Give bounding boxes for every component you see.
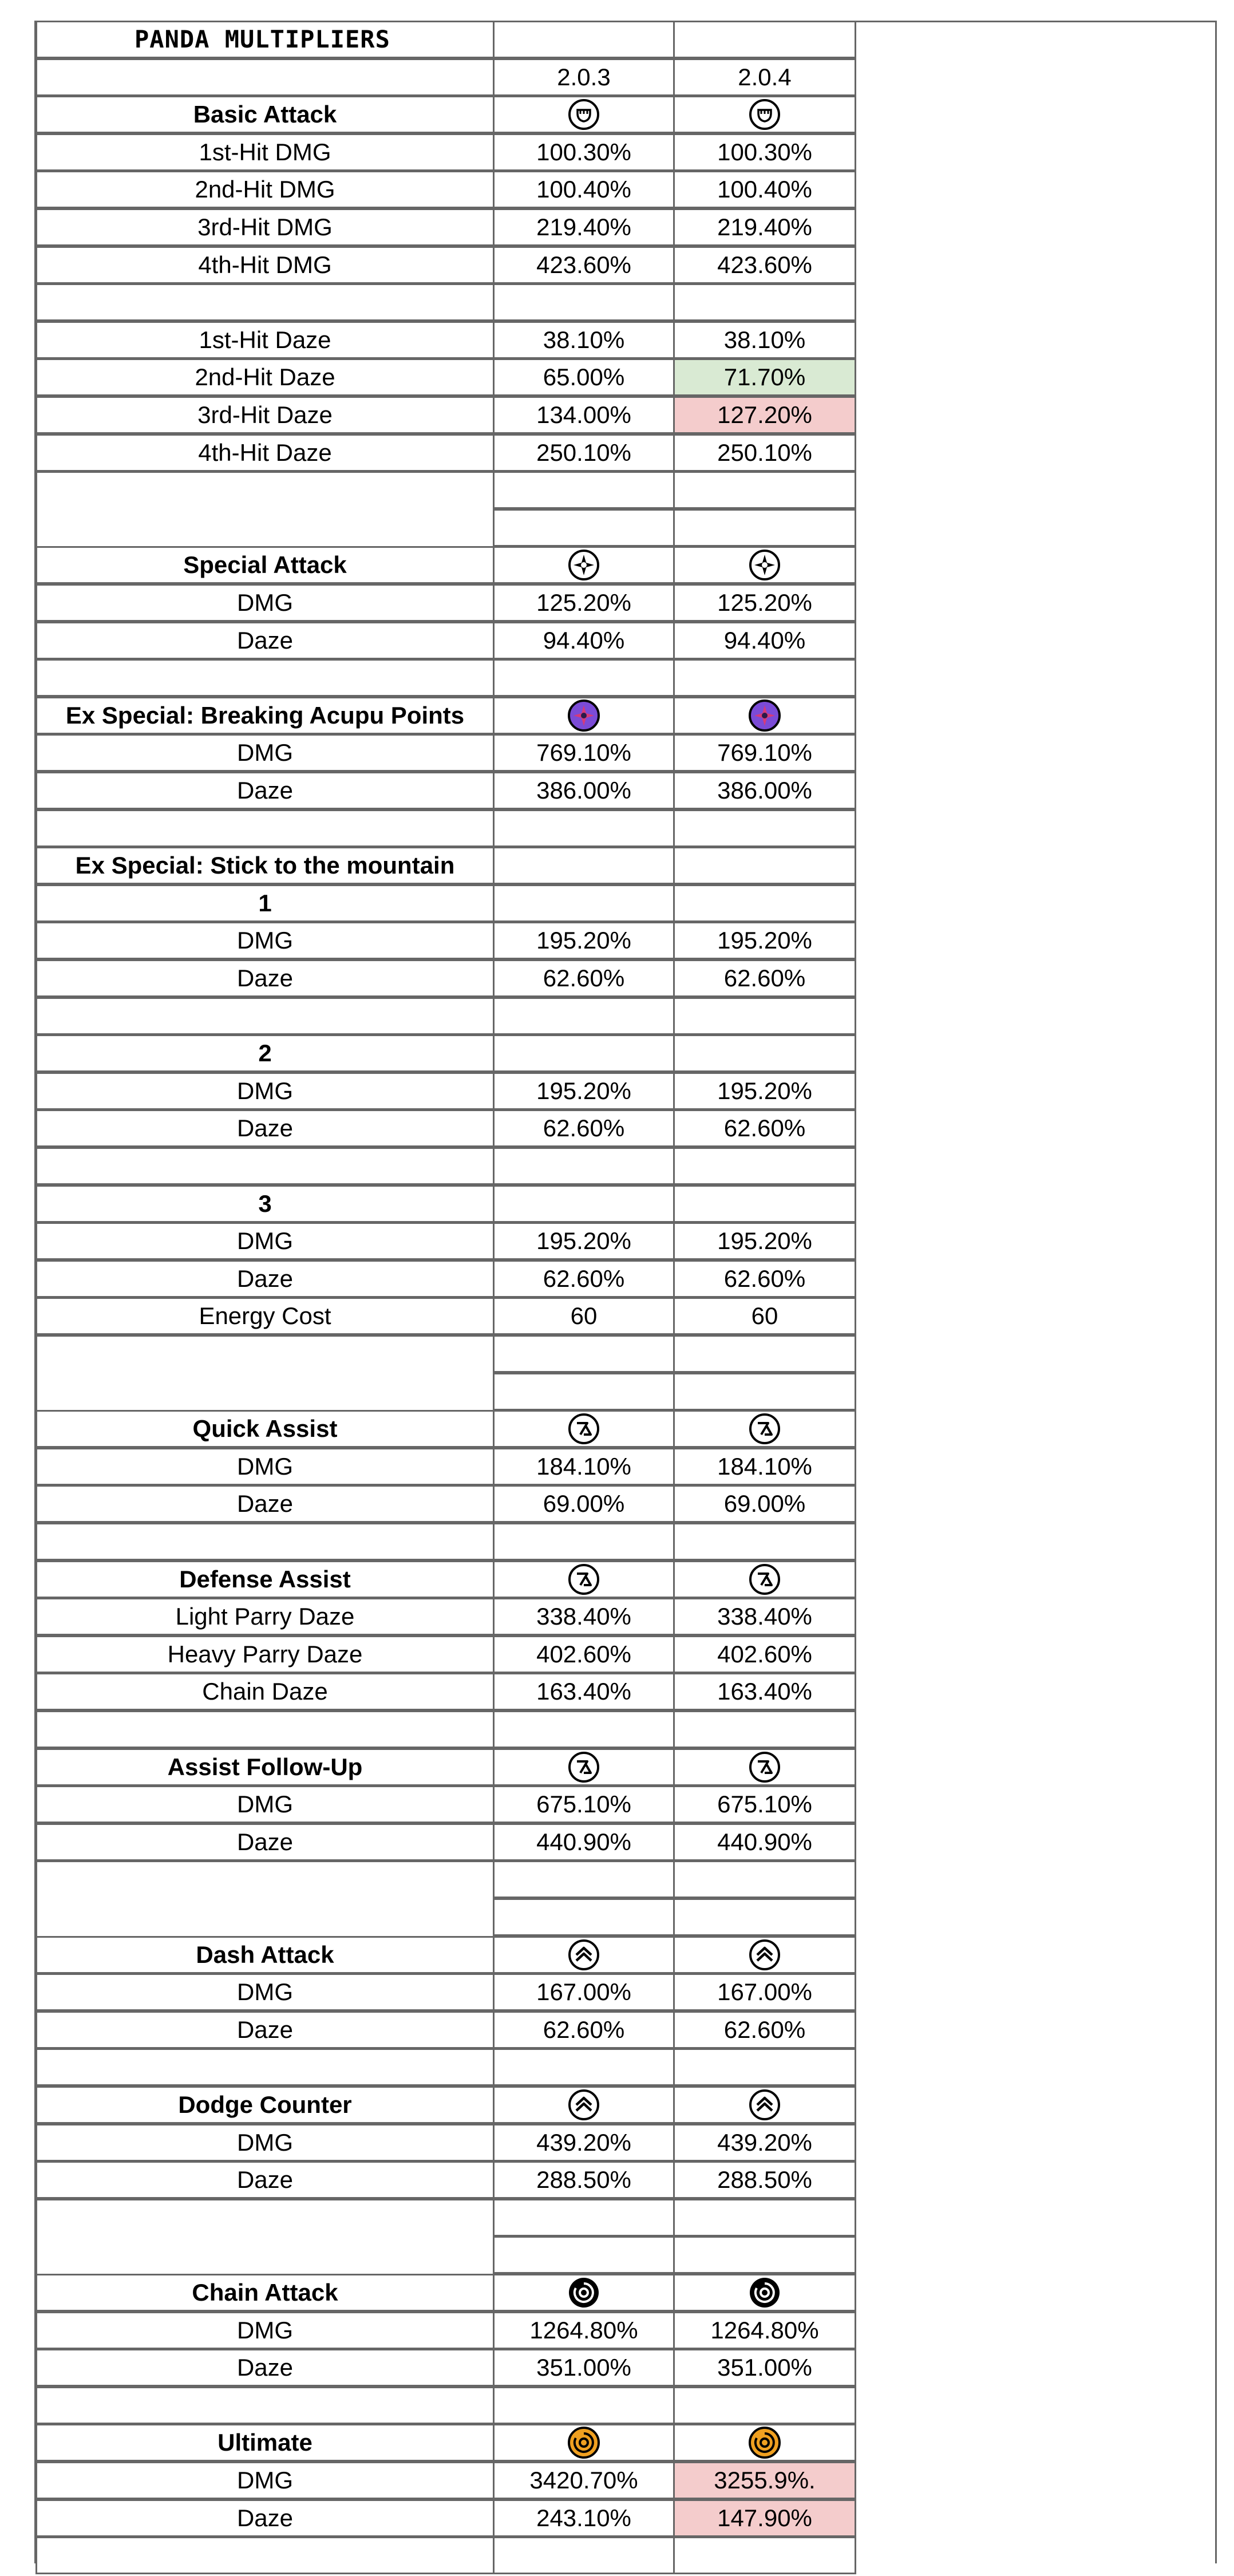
stat-label[interactable] <box>35 997 495 1035</box>
table-row <box>35 1224 856 1262</box>
section-header-row <box>35 2275 856 2313</box>
stat-label[interactable] <box>35 2387 495 2424</box>
special-attack-icon <box>567 548 601 582</box>
value-2-0-3[interactable]: 3420.70% <box>493 2462 675 2499</box>
skill-icon-cell[interactable] <box>493 2274 675 2312</box>
stat-label[interactable]: Daze <box>35 1823 495 1861</box>
stat-label[interactable]: 1st-Hit DMG <box>35 133 495 171</box>
section-label[interactable]: 1 <box>35 884 495 922</box>
empty-cell[interactable] <box>493 1373 675 1411</box>
value-2-0-3[interactable] <box>493 1034 675 1072</box>
skill-icon-cell[interactable] <box>673 1748 856 1786</box>
empty-cell[interactable] <box>673 1860 856 1898</box>
special-attack-icon <box>747 548 782 582</box>
stat-label[interactable] <box>35 2048 495 2086</box>
value-2-0-3[interactable]: 288.50% <box>493 2161 675 2199</box>
value-2-0-3[interactable] <box>493 2048 675 2086</box>
value-2-0-4[interactable] <box>673 884 856 922</box>
section-label[interactable]: Special Attack <box>35 546 495 584</box>
value-2-0-3[interactable]: 125.20% <box>493 584 675 622</box>
assist-icon <box>747 1412 782 1446</box>
section-header-row <box>35 97 856 135</box>
value-2-0-3[interactable]: 439.20% <box>493 2124 675 2162</box>
value-2-0-4[interactable] <box>673 21 856 58</box>
sheet-title[interactable]: PANDA MULTIPLIERS <box>35 21 495 58</box>
value-2-0-4[interactable]: 62.60% <box>673 2011 856 2049</box>
value-2-0-3[interactable]: 1264.80% <box>493 2312 675 2349</box>
value-2-0-3[interactable]: 769.10% <box>493 734 675 772</box>
empty-cell[interactable] <box>673 1335 856 1373</box>
value-2-0-3[interactable] <box>493 1710 675 1748</box>
section-label[interactable]: Ultimate <box>35 2424 495 2462</box>
value-2-0-4[interactable]: 219.40% <box>673 208 856 246</box>
empty-cell[interactable] <box>35 2199 495 2275</box>
value-2-0-4[interactable] <box>673 1185 856 1223</box>
value-2-0-4[interactable] <box>673 1523 856 1560</box>
stat-label[interactable]: DMG <box>35 922 495 959</box>
value-2-0-3[interactable]: 94.40% <box>493 622 675 659</box>
table-row <box>35 2013 856 2050</box>
value-2-0-3[interactable]: 402.60% <box>493 1635 675 1673</box>
value-2-0-4[interactable]: 60 <box>673 1297 856 1335</box>
assist-icon <box>567 1750 601 1784</box>
value-2-0-4[interactable]: 167.00% <box>673 1973 856 2011</box>
skill-icon-cell[interactable] <box>493 697 675 734</box>
section-label[interactable]: 2 <box>35 1034 495 1072</box>
skill-icon-cell[interactable] <box>673 96 856 133</box>
value-2-0-3[interactable]: 219.40% <box>493 208 675 246</box>
table-row <box>35 1074 856 1112</box>
empty-cell[interactable] <box>673 1898 856 1936</box>
spacer-row <box>35 1337 856 1374</box>
skill-icon-cell[interactable] <box>493 1936 675 1974</box>
table-row <box>35 923 856 961</box>
value-2-0-3[interactable]: 423.60% <box>493 246 675 284</box>
stat-label[interactable]: Light Parry Daze <box>35 1598 495 1635</box>
chain-attack-icon <box>567 2275 601 2310</box>
stat-label[interactable]: 4th-Hit DMG <box>35 246 495 284</box>
value-2-0-3[interactable]: 184.10% <box>493 1448 675 1485</box>
value-2-0-4[interactable]: 125.20% <box>673 584 856 622</box>
empty-cell[interactable] <box>493 1335 675 1373</box>
value-2-0-3[interactable] <box>493 2387 675 2424</box>
table-row <box>35 1637 856 1675</box>
value-2-0-3[interactable]: 163.40% <box>493 1673 675 1710</box>
value-2-0-3[interactable]: 338.40% <box>493 1598 675 1635</box>
stat-label[interactable]: 3rd-Hit Daze <box>35 396 495 434</box>
stat-label[interactable]: Daze <box>35 2499 495 2537</box>
stat-label[interactable]: DMG <box>35 1222 495 1260</box>
section-label[interactable]: Basic Attack <box>35 96 495 133</box>
value-2-0-4[interactable] <box>673 2387 856 2424</box>
section-label[interactable]: Dodge Counter <box>35 2086 495 2124</box>
table-row <box>35 586 856 623</box>
table-row <box>35 323 856 361</box>
section-label[interactable]: Assist Follow-Up <box>35 1748 495 1786</box>
value-2-0-4[interactable]: 94.40% <box>673 622 856 659</box>
empty-cell[interactable] <box>35 1335 495 1412</box>
empty-cell[interactable] <box>35 471 495 548</box>
section-header-row <box>35 848 856 886</box>
table-row <box>35 1674 856 1712</box>
stat-label[interactable] <box>35 2537 495 2574</box>
table-row <box>35 1149 856 1187</box>
table-row <box>35 2163 856 2200</box>
stat-label[interactable]: Daze <box>35 772 495 809</box>
table-row <box>35 1975 856 2013</box>
value-2-0-4[interactable] <box>673 659 856 697</box>
version-header[interactable]: 2.0.3 <box>493 58 675 96</box>
value-2-0-4[interactable]: 163.40% <box>673 1673 856 1710</box>
table-row <box>35 22 856 60</box>
value-2-0-4[interactable]: 71.70% <box>673 358 856 396</box>
table-row <box>35 2388 856 2426</box>
value-2-0-4[interactable]: 184.10% <box>673 1448 856 1485</box>
empty-cell[interactable] <box>673 509 856 547</box>
value-2-0-4[interactable]: 100.30% <box>673 133 856 171</box>
value-2-0-3[interactable] <box>493 1147 675 1185</box>
dodge-icon <box>747 1938 782 1972</box>
section-header-row <box>35 1036 856 1074</box>
stat-label[interactable] <box>35 659 495 697</box>
table-row <box>35 1787 856 1825</box>
value-2-0-4[interactable]: 127.20% <box>673 396 856 434</box>
section-label[interactable]: Chain Attack <box>35 2274 495 2312</box>
value-2-0-4[interactable]: 675.10% <box>673 1785 856 1823</box>
value-2-0-3[interactable] <box>493 2537 675 2574</box>
value-2-0-4[interactable] <box>673 1710 856 1748</box>
value-2-0-4[interactable]: 423.60% <box>673 246 856 284</box>
value-2-0-4[interactable]: 769.10% <box>673 734 856 772</box>
section-header-row <box>35 1750 856 1788</box>
value-2-0-4[interactable]: 386.00% <box>673 772 856 809</box>
skill-icon-cell[interactable] <box>493 96 675 133</box>
section-label[interactable]: 3 <box>35 1185 495 1223</box>
value-2-0-3[interactable] <box>493 809 675 847</box>
table-row <box>35 135 856 173</box>
stat-label[interactable]: 4th-Hit Daze <box>35 434 495 472</box>
value-2-0-3[interactable] <box>493 1185 675 1223</box>
stat-label[interactable]: Chain Daze <box>35 1673 495 1710</box>
table-row <box>35 436 856 473</box>
stat-label[interactable]: Daze <box>35 1485 495 1523</box>
table-row <box>35 623 856 661</box>
stat-label[interactable]: 1st-Hit Daze <box>35 321 495 359</box>
value-2-0-4[interactable] <box>673 1147 856 1185</box>
stat-label[interactable]: Heavy Parry Daze <box>35 1635 495 1673</box>
table-row <box>35 172 856 210</box>
value-2-0-3[interactable]: 60 <box>493 1297 675 1335</box>
value-2-0-4[interactable] <box>673 2537 856 2574</box>
value-2-0-4[interactable] <box>673 283 856 321</box>
stat-label[interactable]: DMG <box>35 584 495 622</box>
stat-label[interactable]: 2nd-Hit Daze <box>35 358 495 396</box>
version-header[interactable]: 2.0.4 <box>673 58 856 96</box>
skill-icon-cell[interactable] <box>673 2424 856 2462</box>
value-2-0-3[interactable]: 62.60% <box>493 1260 675 1298</box>
value-2-0-4[interactable] <box>673 997 856 1035</box>
stat-label[interactable]: DMG <box>35 734 495 772</box>
table-row <box>35 773 856 811</box>
value-2-0-4[interactable] <box>673 847 856 884</box>
skill-icon-cell[interactable] <box>673 2086 856 2124</box>
value-2-0-3[interactable]: 62.60% <box>493 959 675 997</box>
section-header-row <box>35 548 856 586</box>
value-2-0-4[interactable]: 100.40% <box>673 171 856 208</box>
stat-label[interactable]: Daze <box>35 2161 495 2199</box>
value-2-0-4[interactable]: 1264.80% <box>673 2312 856 2349</box>
table-row <box>35 999 856 1037</box>
skill-icon-cell[interactable] <box>493 2086 675 2124</box>
value-2-0-4[interactable] <box>673 2048 856 2086</box>
table-row <box>35 2125 856 2163</box>
table-row <box>35 736 856 773</box>
value-2-0-3[interactable]: 675.10% <box>493 1785 675 1823</box>
table-row <box>35 1487 856 1524</box>
stat-label[interactable]: DMG <box>35 1973 495 2011</box>
spacer-row <box>35 473 856 511</box>
ex-special-icon <box>747 698 782 733</box>
dodge-icon <box>747 2088 782 2122</box>
stat-label[interactable]: Daze <box>35 1109 495 1147</box>
table-row <box>35 1712 856 1750</box>
value-2-0-4[interactable]: 195.20% <box>673 1072 856 1110</box>
empty-cell[interactable] <box>673 2236 856 2274</box>
stat-label[interactable] <box>35 1523 495 1560</box>
empty-cell[interactable] <box>493 471 675 509</box>
stat-label[interactable] <box>35 809 495 847</box>
stat-label[interactable]: Daze <box>35 2011 495 2049</box>
empty-cell[interactable] <box>493 1860 675 1898</box>
value-2-0-4[interactable]: 351.00% <box>673 2349 856 2387</box>
table-row <box>35 2050 856 2088</box>
value-2-0-3[interactable]: 351.00% <box>493 2349 675 2387</box>
value-2-0-4[interactable]: 3255.9%. <box>673 2462 856 2499</box>
skill-icon-cell[interactable] <box>493 1560 675 1598</box>
table-row <box>35 360 856 398</box>
value-2-0-4[interactable]: 147.90% <box>673 2499 856 2537</box>
empty-cell[interactable] <box>493 509 675 547</box>
value-2-0-3[interactable]: 100.30% <box>493 133 675 171</box>
value-2-0-4[interactable] <box>673 1034 856 1072</box>
ex-special-icon <box>567 698 601 733</box>
stat-label[interactable]: DMG <box>35 1448 495 1485</box>
skill-icon-cell[interactable] <box>673 2274 856 2312</box>
empty-cell[interactable] <box>493 2236 675 2274</box>
value-2-0-4[interactable]: 440.90% <box>673 1823 856 1861</box>
value-2-0-3[interactable]: 38.10% <box>493 321 675 359</box>
empty-cell[interactable] <box>493 1898 675 1936</box>
chain-attack-icon <box>747 2275 782 2310</box>
skill-icon-cell[interactable] <box>673 1410 856 1448</box>
value-2-0-3[interactable] <box>493 21 675 58</box>
table-row <box>35 1524 856 1562</box>
value-2-0-3[interactable]: 100.40% <box>493 171 675 208</box>
table-row <box>35 811 856 849</box>
assist-icon <box>567 1562 601 1597</box>
ultimate-icon <box>747 2425 782 2460</box>
value-2-0-3[interactable]: 62.60% <box>493 1109 675 1147</box>
table-row <box>35 2350 856 2388</box>
skill-icon-cell[interactable] <box>673 697 856 734</box>
section-header-row <box>35 1187 856 1224</box>
table-row <box>35 1599 856 1637</box>
table-row <box>35 60 856 98</box>
empty-cell[interactable] <box>673 1373 856 1411</box>
value-2-0-3[interactable]: 69.00% <box>493 1485 675 1523</box>
header-label[interactable] <box>35 58 495 96</box>
skill-icon-cell[interactable] <box>493 546 675 584</box>
empty-cell[interactable] <box>35 1860 495 1937</box>
table-row <box>35 248 856 286</box>
skill-icon-cell[interactable] <box>493 1410 675 1448</box>
value-2-0-3[interactable] <box>493 283 675 321</box>
value-2-0-3[interactable]: 195.20% <box>493 922 675 959</box>
table-row <box>35 1262 856 1299</box>
stat-label[interactable]: Daze <box>35 1260 495 1298</box>
value-2-0-4[interactable]: 439.20% <box>673 2124 856 2162</box>
value-2-0-3[interactable] <box>493 659 675 697</box>
section-header-row <box>35 698 856 736</box>
value-2-0-3[interactable]: 134.00% <box>493 396 675 434</box>
table-row <box>35 2538 856 2576</box>
section-label[interactable]: Dash Attack <box>35 1936 495 1974</box>
value-2-0-4[interactable]: 288.50% <box>673 2161 856 2199</box>
value-2-0-3[interactable]: 62.60% <box>493 2011 675 2049</box>
stat-label[interactable]: 2nd-Hit DMG <box>35 171 495 208</box>
skill-icon-cell[interactable] <box>673 546 856 584</box>
table-row <box>35 1299 856 1337</box>
skill-icon-cell[interactable] <box>673 1560 856 1598</box>
value-2-0-3[interactable] <box>493 997 675 1035</box>
skill-icon-cell[interactable] <box>493 1748 675 1786</box>
section-header-row <box>35 886 856 924</box>
value-2-0-3[interactable]: 243.10% <box>493 2499 675 2537</box>
value-2-0-3[interactable]: 250.10% <box>493 434 675 472</box>
stat-label[interactable]: 3rd-Hit DMG <box>35 208 495 246</box>
empty-cell[interactable] <box>673 471 856 509</box>
value-2-0-3[interactable]: 65.00% <box>493 358 675 396</box>
section-header-row <box>35 2425 856 2463</box>
table-row <box>35 2313 856 2351</box>
stat-label[interactable] <box>35 1147 495 1185</box>
section-label[interactable]: Quick Assist <box>35 1410 495 1448</box>
skill-icon-cell[interactable] <box>673 1936 856 1974</box>
value-2-0-4[interactable]: 62.60% <box>673 1260 856 1298</box>
table-row <box>35 1449 856 1487</box>
value-2-0-4[interactable]: 338.40% <box>673 1598 856 1635</box>
value-2-0-3[interactable]: 440.90% <box>493 1823 675 1861</box>
basic-attack-icon <box>567 97 601 132</box>
value-2-0-4[interactable] <box>673 809 856 847</box>
skill-icon-cell[interactable] <box>493 2424 675 2462</box>
stat-label[interactable]: DMG <box>35 1785 495 1823</box>
value-2-0-4[interactable]: 38.10% <box>673 321 856 359</box>
value-2-0-4[interactable]: 250.10% <box>673 434 856 472</box>
section-header-row <box>35 1938 856 1976</box>
value-2-0-3[interactable]: 386.00% <box>493 772 675 809</box>
value-2-0-4[interactable]: 195.20% <box>673 922 856 959</box>
table-row <box>35 1825 856 1863</box>
assist-icon <box>747 1750 782 1784</box>
value-2-0-3[interactable]: 195.20% <box>493 1072 675 1110</box>
stat-label[interactable]: Energy Cost <box>35 1297 495 1335</box>
stat-label[interactable]: Daze <box>35 2349 495 2387</box>
stat-label[interactable] <box>35 283 495 321</box>
value-2-0-3[interactable]: 195.20% <box>493 1222 675 1260</box>
basic-attack-icon <box>747 97 782 132</box>
assist-icon <box>747 1562 782 1597</box>
section-header-row <box>35 1562 856 1600</box>
stat-label[interactable]: Daze <box>35 622 495 659</box>
assist-icon <box>567 1412 601 1446</box>
table-row <box>35 398 856 436</box>
value-2-0-3[interactable] <box>493 847 675 884</box>
stat-label[interactable]: DMG <box>35 2462 495 2499</box>
table-row <box>35 661 856 698</box>
value-2-0-4[interactable]: 195.20% <box>673 1222 856 1260</box>
value-2-0-4[interactable]: 69.00% <box>673 1485 856 1523</box>
dodge-icon <box>567 2088 601 2122</box>
spacer-row <box>35 1862 856 1900</box>
spacer-row <box>35 2200 856 2238</box>
section-header-row <box>35 2088 856 2125</box>
value-2-0-4[interactable]: 62.60% <box>673 959 856 997</box>
stat-label[interactable] <box>35 1710 495 1748</box>
stat-label[interactable]: DMG <box>35 1072 495 1110</box>
value-2-0-3[interactable] <box>493 1523 675 1560</box>
table-row <box>35 1111 856 1149</box>
value-2-0-3[interactable]: 167.00% <box>493 1973 675 2011</box>
table-row <box>35 2501 856 2539</box>
empty-cell[interactable] <box>673 2199 856 2237</box>
table-row <box>35 2463 856 2501</box>
dodge-icon <box>567 1938 601 1972</box>
stat-label[interactable]: Daze <box>35 959 495 997</box>
stat-label[interactable]: DMG <box>35 2124 495 2162</box>
table-row <box>35 961 856 999</box>
ultimate-icon <box>567 2425 601 2460</box>
section-label[interactable]: Defense Assist <box>35 1560 495 1598</box>
value-2-0-4[interactable]: 62.60% <box>673 1109 856 1147</box>
empty-cell[interactable] <box>493 2199 675 2237</box>
value-2-0-4[interactable]: 402.60% <box>673 1635 856 1673</box>
value-2-0-3[interactable] <box>493 884 675 922</box>
table-row <box>35 210 856 248</box>
section-label[interactable]: Ex Special: Stick to the mountain <box>35 847 495 884</box>
section-label[interactable]: Ex Special: Breaking Acupu Points <box>35 697 495 734</box>
section-header-row <box>35 1412 856 1449</box>
stat-label[interactable]: DMG <box>35 2312 495 2349</box>
table-row <box>35 285 856 323</box>
